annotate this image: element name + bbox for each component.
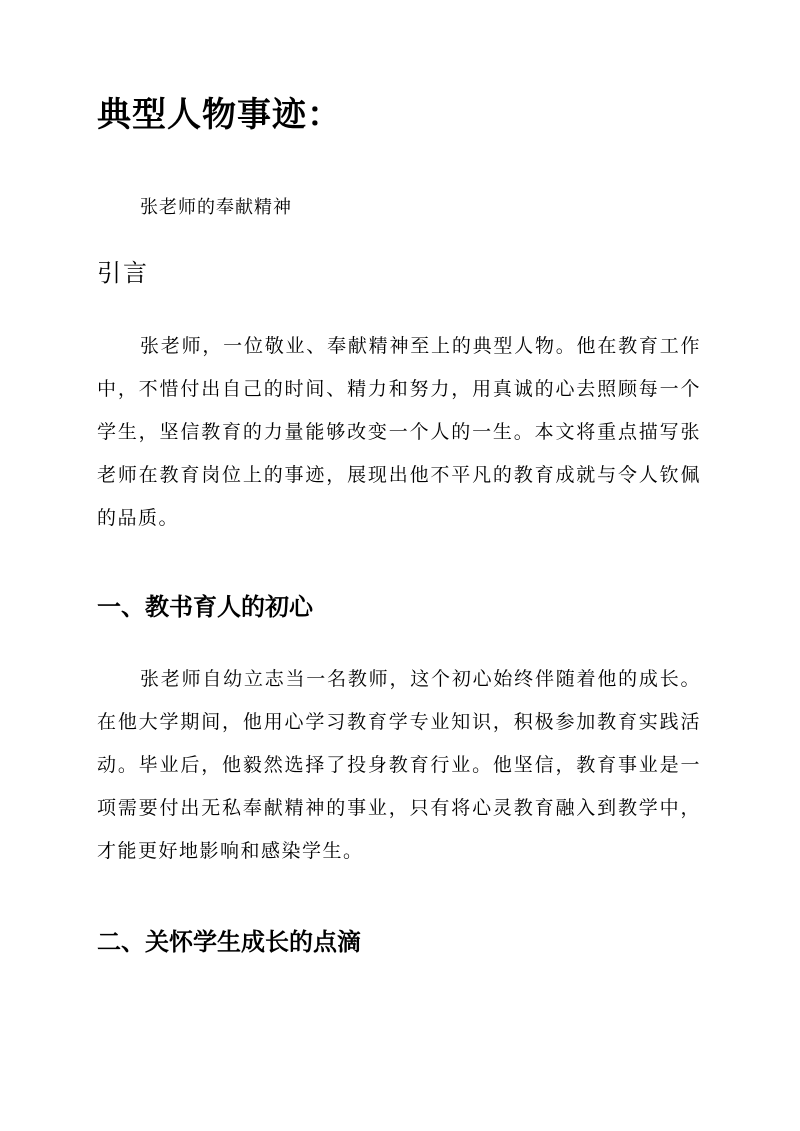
section-heading-1: 一、教书育人的初心	[97, 592, 313, 621]
document-title: 典型人物事迹：	[97, 95, 342, 135]
section-heading-intro: 引言	[97, 259, 149, 287]
document-subtitle: 张老师的奉献精神	[140, 197, 292, 218]
section-paragraph-1: 张老师自幼立志当一名教师，这个初心始终伴随着他的成长。在他大学期间，他用心学习教育学专业知识，积极参加教育实践活动。毕业后，他毅然选择了投身教育行业。他坚信，教育事业是一项需要付出无私奉献精神的事业，只有将心灵教育融入到教学中，才能更好地影响和感染学生。	[97, 668, 701, 862]
section-paragraph-intro: 张老师，一位敬业、奉献精神至上的典型人物。他在教育工作中，不惜付出自己的时间、精力和努力，用真诚的心去照顾每一个学生，坚信教育的力量能够改变一个人的一生。本文将重点描写张老师在教育岗位上的事迹，展现出他不平凡的教育成就与令人钦佩的品质。	[97, 335, 701, 529]
section-heading-2: 二、关怀学生成长的点滴	[97, 927, 361, 956]
